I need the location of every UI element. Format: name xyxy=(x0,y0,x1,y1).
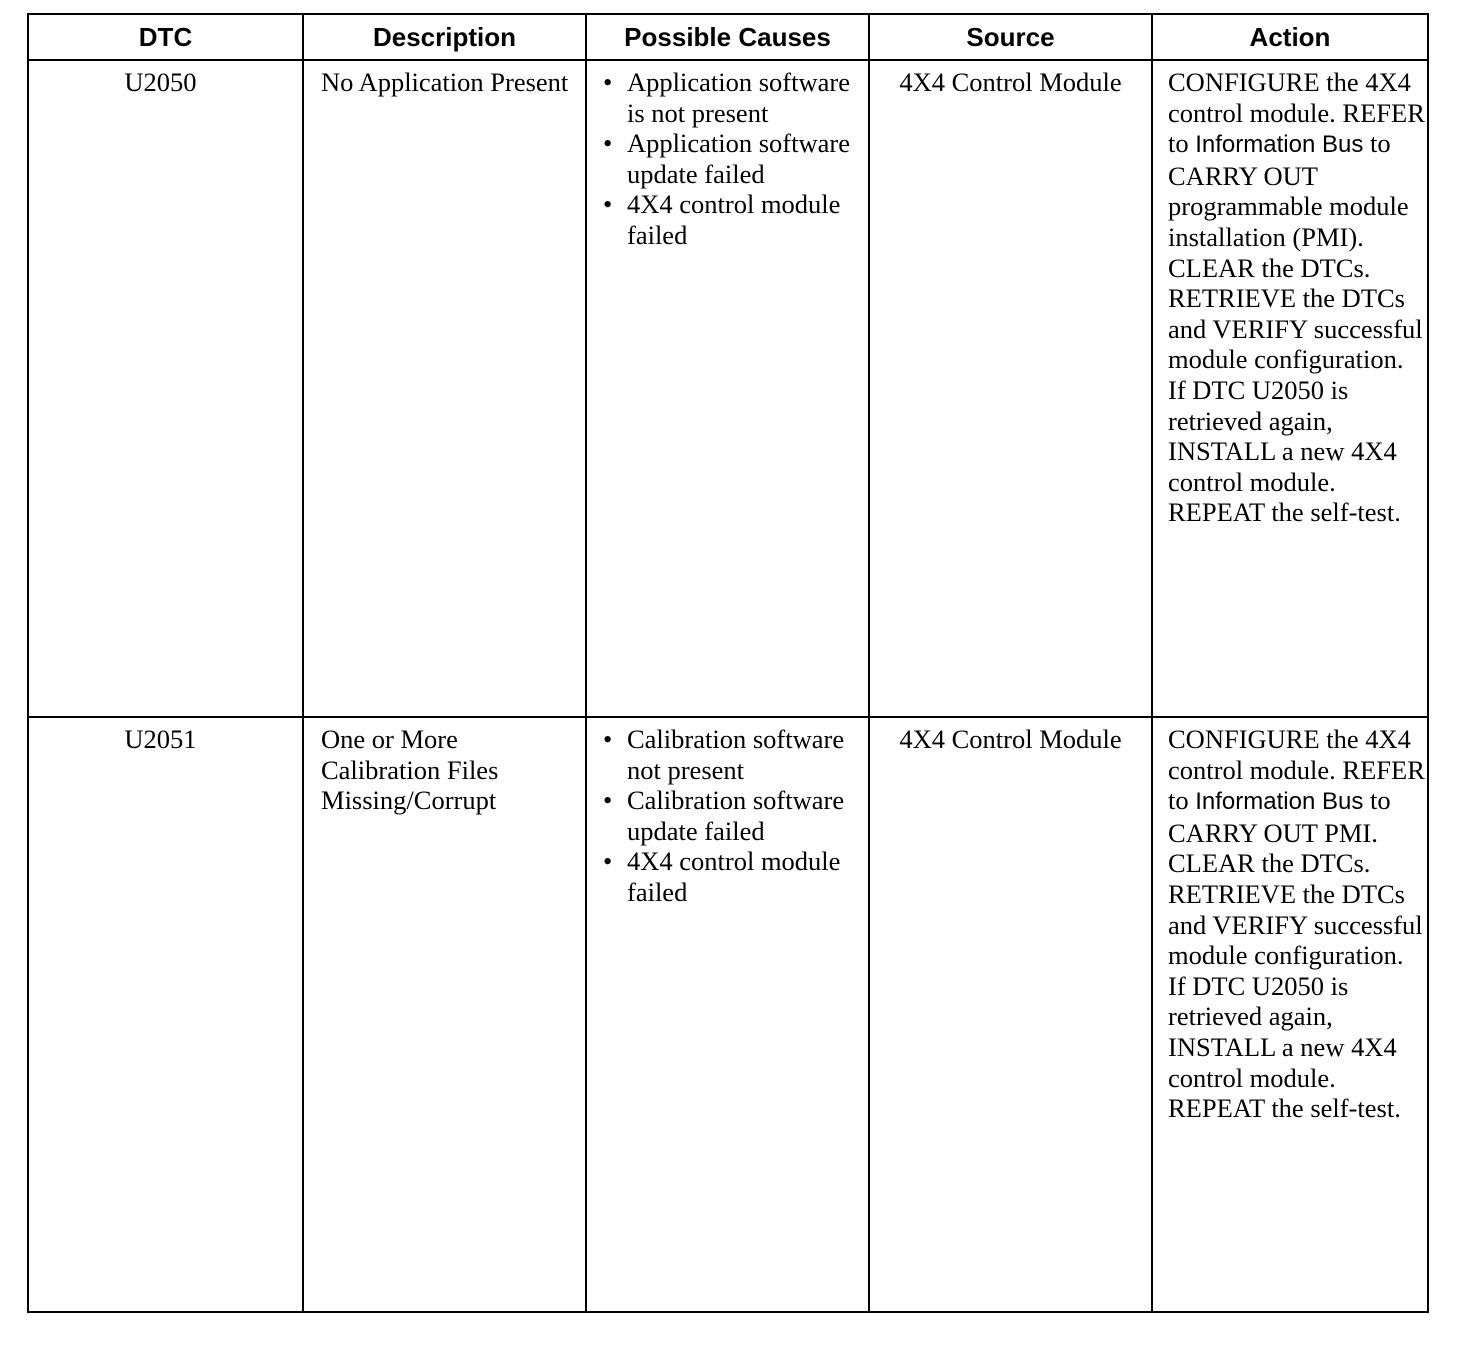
table-row xyxy=(28,60,1428,717)
bullet-dot-icon: • xyxy=(603,785,613,816)
possible-causes xyxy=(586,717,869,1312)
table-body xyxy=(28,60,1428,1312)
header-dtc: DTC xyxy=(28,14,303,60)
cause-text: Calibration software update failed xyxy=(627,785,845,846)
causes-list xyxy=(601,724,864,908)
bullet-dot-icon: • xyxy=(603,724,613,754)
cause-item xyxy=(601,189,864,250)
header-possible-causes: Possible Causes xyxy=(586,14,869,60)
bullet-dot-icon: • xyxy=(603,67,613,97)
header-row xyxy=(28,14,1428,60)
dtc-code: U2051 xyxy=(28,717,303,1312)
dtc-source: 4X4 Control Module xyxy=(869,717,1152,1312)
dtc-description: No Application Present xyxy=(303,60,586,717)
cause-item xyxy=(601,785,864,846)
cause-item xyxy=(601,67,864,128)
dtc-description: One or More Calibration Files Missing/Corrupt xyxy=(303,717,586,1312)
dtc-source: 4X4 Control Module xyxy=(869,60,1152,717)
dtc-action xyxy=(1152,60,1428,717)
header-source: Source xyxy=(869,14,1152,60)
bullet-dot-icon: • xyxy=(603,128,613,159)
cause-text: Calibration software not present xyxy=(627,724,845,785)
possible-causes xyxy=(586,60,869,717)
action-text: CONFIGURE the 4X4 control module. REFER to xyxy=(1168,67,1425,159)
cause-item xyxy=(601,846,864,907)
reference-link[interactable]: Information Bus xyxy=(1195,131,1364,159)
dtc-action xyxy=(1152,717,1428,1312)
cause-text: 4X4 control module failed xyxy=(627,846,841,907)
causes-list xyxy=(601,67,864,251)
cause-text: 4X4 control module failed xyxy=(627,189,841,250)
cause-text: Application software update failed xyxy=(627,128,850,189)
table-header xyxy=(28,14,1428,60)
header-action: Action xyxy=(1152,14,1428,60)
action-text: CONFIGURE the 4X4 control module. REFER to xyxy=(1168,724,1425,816)
table-row xyxy=(28,717,1428,1312)
cause-item xyxy=(601,724,864,785)
dtc-table xyxy=(27,13,1429,1313)
header-description: Description xyxy=(303,14,586,60)
cause-item xyxy=(601,128,864,189)
dtc-code: U2050 xyxy=(28,60,303,717)
bullet-dot-icon: • xyxy=(603,189,613,220)
reference-link[interactable]: Information Bus xyxy=(1195,788,1364,816)
action-text-continued: to CARRY OUT PMI. CLEAR the DTCs. RETRIEVE the DTCs and VERIFY successful module configuration. If DTC U2050 is retrieved again, INSTALL a new 4X4 control module. REPEAT the self-test. xyxy=(1168,785,1423,1124)
bullet-dot-icon: • xyxy=(603,846,613,877)
cause-text: Application software is not present xyxy=(627,67,850,128)
action-text-continued: to CARRY OUT programmable module installation (PMI). CLEAR the DTCs. RETRIEVE the DTCs and VERIFY successful module configuration. If DTC U2050 is retrieved again, INSTALL a new 4X4 control module. REPEAT the self-test. xyxy=(1168,128,1423,528)
